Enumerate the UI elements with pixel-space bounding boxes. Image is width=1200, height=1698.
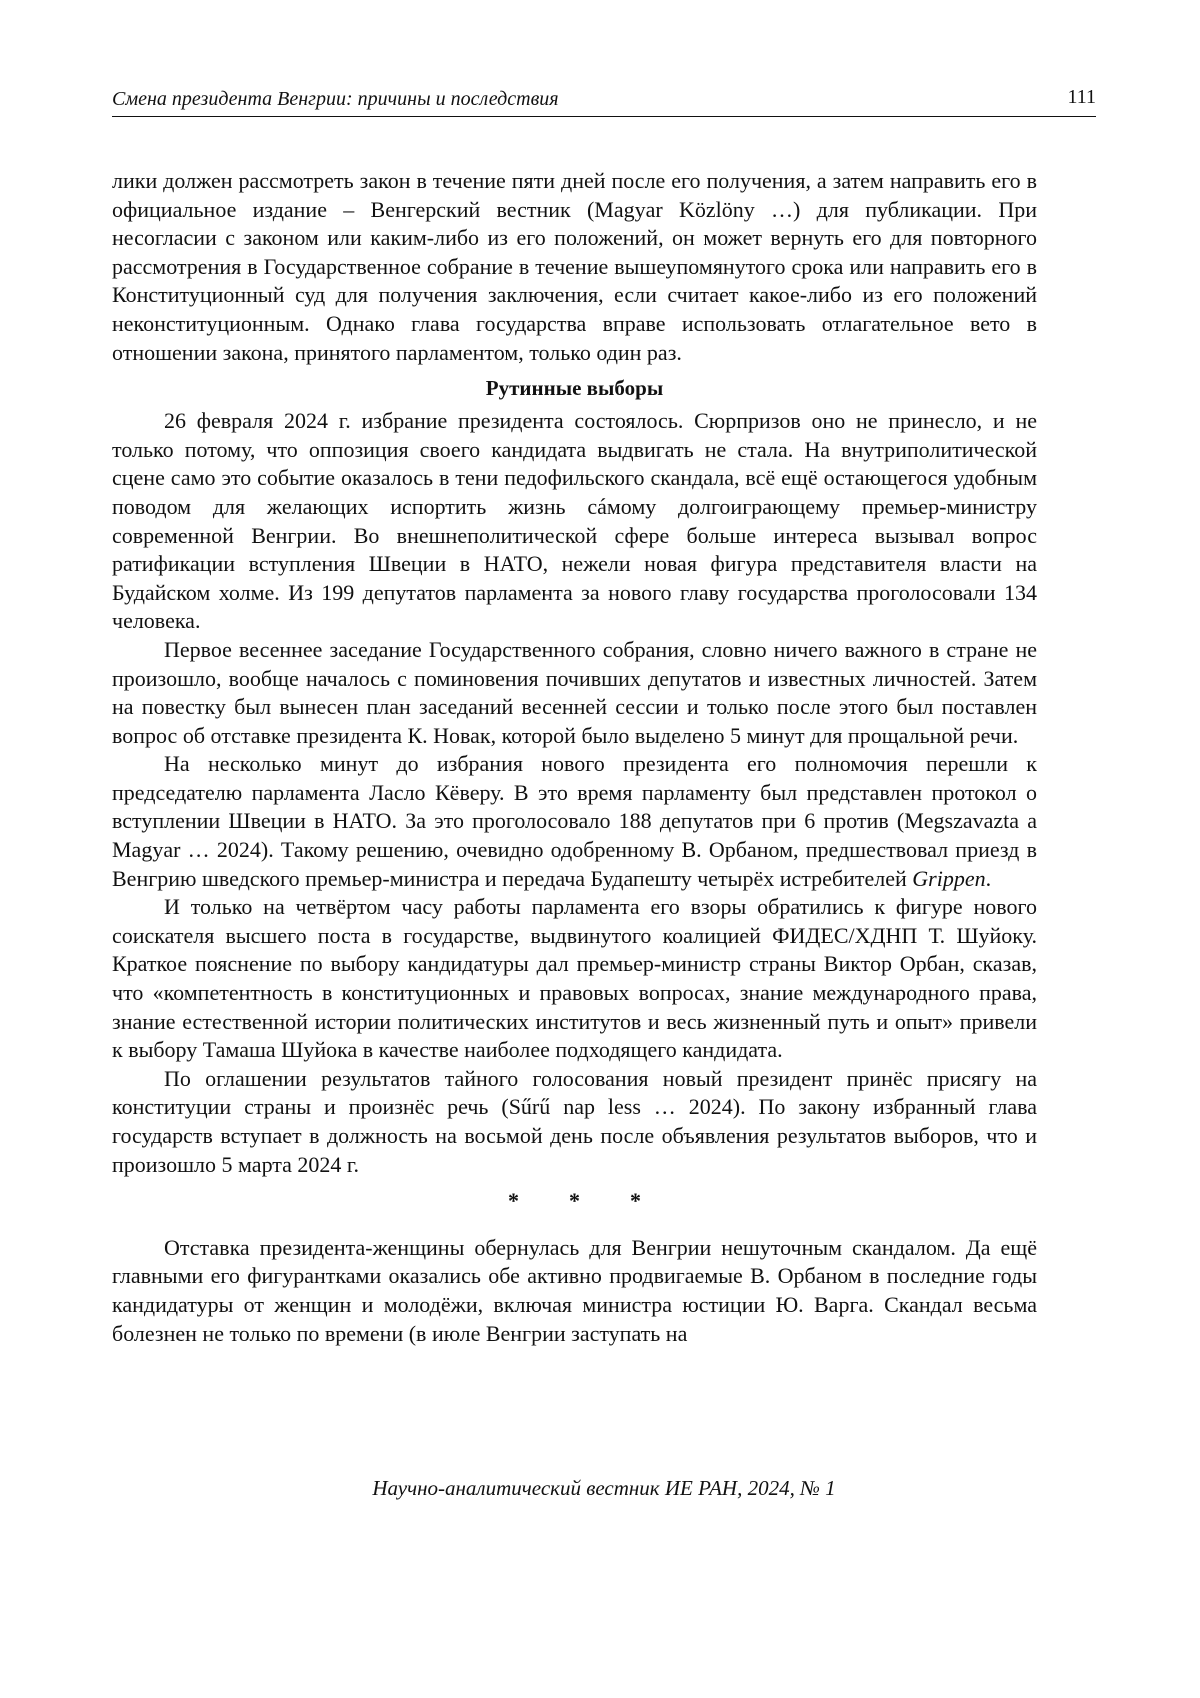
paragraph: Отставка президента-женщины обернулась для Венгрии нешуточным скандалом. Да ещё главными его фигурантками оказались обе активно продвигаемые В. Орбаном в последние годы кандидатуры от женщин и молодёжи, включая министра юстиции Ю. Варга. Скандал весьма болезнен не только по времени (в июле Венгрии заступать на — [112, 1234, 1037, 1346]
running-header — [112, 84, 1096, 117]
paragraph-continued: лики должен рассмотреть закон в течение пяти дней после его получения, а затем направить его в официальное издание – Венгерский вестник (Magyar Közlöny …) для публикации. При несогласии с законом или каким-либо из его положений, он может вернуть его для повторного рассмотрения в Государственное собрание в течение вышеупомянутого срока или направить его в Конституционный суд для получения заключения, если считает какое-либо из его положений неконституционным. Однако глава государства вправе использовать отлагательное вето в отношении закона, принятого парламентом, только один раз. — [112, 168, 1037, 365]
separator-star: * — [630, 1188, 641, 1214]
paragraph-text: На несколько минут до избрания нового президента его полномочия перешли к председателю парламента Ласло Кёверу. В это время парламенту был представлен протокол о вступлении Швеции в НАТО. За это проголосовало 188 депутатов при 6 против (Megszavazta a Magyar … 2024). Такому решению, очевидно одобренному В. Орбаном, предшествовал приезд в Венгрию шведского премьер-министра и передача Будапешту четырёх истребителей — [112, 751, 1037, 891]
journal-footer: Научно-аналитический вестник ИЕ РАН, 2024, № 1 — [372, 1476, 836, 1500]
paragraph: По оглашении результатов тайного голосования новый президент принёс присягу на конституции страны и произнёс речь (Sűrű nap less … 2024). По закону избранный глава государств вступает в должность на восьмой день после объявления результатов выборов, что и произошло 5 марта 2024 г. — [112, 1065, 1037, 1177]
running-title: Смена президента Венгрии: причины и последствия — [112, 88, 559, 110]
section-heading: Рутинные выборы — [485, 376, 664, 401]
page-number: 111 — [1067, 86, 1096, 108]
paragraph: 26 февраля 2024 г. избрание президента состоялось. Сюрпризов оно не принесло, и не только потому, что оппозиция своего кандидата выдвигать не стала. На внутриполитической сцене само это событие оказалось в тени педофильского скандала, всё ещё остающегося удобным поводом для желающих испортить жизнь сáмому долгоиграющему премьер-министру современной Венгрии. Во внешнеполитической сфере больше интереса вызывал вопрос ратификации вступления Швеции в НАТО, нежели новая фигура представителя власти на Будайском холме. Из 199 депутатов парламента за нового главу государства проголосовали 134 человека. — [112, 408, 1037, 634]
paragraph: Первое весеннее заседание Государственного собрания, словно ничего важного в стране не произошло, вообще началось с поминовения почивших депутатов и известных личностей. Затем на повестку был вынесен план заседаний весенней сессии и только после этого был поставлен вопрос об отставке президента К. Новак, которой было выделено 5 минут для прощальной речи. — [112, 636, 1037, 748]
section-separator — [112, 1187, 1037, 1216]
article-body — [112, 167, 1037, 1348]
paragraph-end: . — [985, 865, 992, 891]
italic-term: Grippen — [912, 865, 986, 891]
paragraph: И только на четвёртом часу работы парламента его взоры обратились к фигуре нового соискателя высшего поста в государстве, выдвинутого коалицией ФИДЕС/ХДНП Т. Шуйоку. Краткое пояснение по выбору кандидатуры дал премьер-министр страны Виктор Орбан, сказав, что «компетентность в конституционных и правовых вопросах, знание международного права, знание естественной истории политических институтов и весь жизненный путь и опыт» привели к выбору Тамаша Шуйока в качестве наиболее подходящего кандидата. — [112, 894, 1037, 1063]
paragraph — [112, 750, 1037, 893]
separator-star: * — [569, 1188, 580, 1214]
separator-star: * — [508, 1188, 519, 1214]
